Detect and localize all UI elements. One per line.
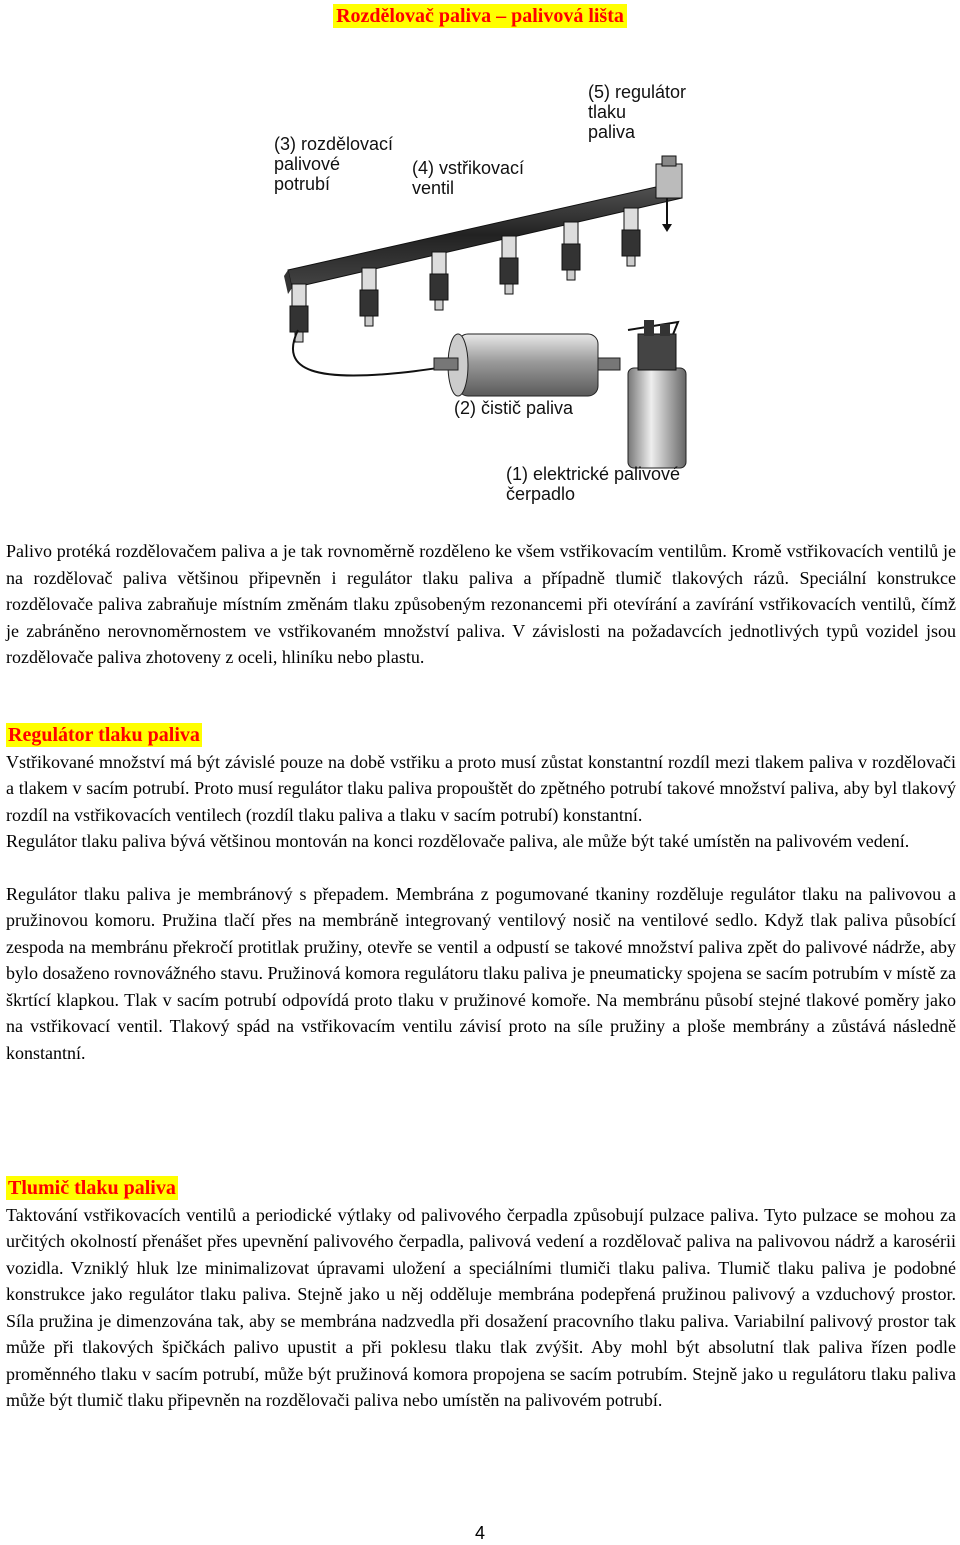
damper-section <box>6 1175 956 1414</box>
filter-label: (2) čistič paliva <box>454 398 574 418</box>
intro-section <box>6 538 956 671</box>
fuel-pump <box>628 320 686 468</box>
intro-paragraph: Palivo protéká rozdělovačem paliva a je tak rovnoměrně rozděleno ke všem vstřikovacím ventilům. Kromě vstřikovacích ventilů je na rozdělovač paliva většinou připevněn i regulátor tlaku paliva a případně tlumič tlakových rázů. Speciální konstrukce rozdělovače paliva zabraňuje místním změnám tlaku způsobeným rezonancemi při otevírání a zavírání vstřikovacích ventilů, čímž je zabráněno nerovnoměrnostem ve vstřikovaném množství paliva. V závislosti na požadavcích jednotlivých typů vozidel jsou rozdělovače paliva zhotoveny z oceli, hliníku nebo plastu. <box>6 541 956 667</box>
regulator-paragraph-2: Regulátor tlaku paliva bývá většinou montován na konci rozdělovače paliva, ale může být také umístěn na palivovém vedení. <box>6 831 910 851</box>
page-title <box>0 5 960 28</box>
page-title-text: Rozdělovač paliva – palivová lišta <box>333 4 627 28</box>
pump-label: (1) elektrické palivové čerpadlo <box>506 464 681 504</box>
regulator-section <box>6 722 956 1066</box>
fuel-rail-label: (3) rozdělovací palivové potrubí <box>274 134 394 194</box>
page-number: 4 <box>474 1523 485 1543</box>
fuel-filter <box>434 334 620 396</box>
injector-label: (4) vstřikovací ventil <box>412 158 525 198</box>
fuel-system-figure <box>258 72 718 522</box>
damper-paragraph: Taktování vstřikovacích ventilů a periodické výtlaky od palivového čerpadla způsobují pulzace paliva. Tyto pulzace se mohou za určitých okolností přenášet přes upevnění palivového čerpadla, palivová vedení a rozdělovač paliva na palivovou nádrž a karosérii vozidla. Vzniklý hluk lze minimalizovat úpravami uložení a speciálními tlumiči tlaku paliva. Tlumič tlaku paliva je podobné konstrukce jako regulátor tlaku paliva. Stejně jako u něj odděluje membrána podepřená pružinou palivový a vzduchový prostor. Síla pružina je dimenzována tak, aby se membrána nadzvedla při dosažení pracovního tlaku paliva. Variabilní palivový prostor tak může při tlakových špičkách palivo upustit a při poklesu tlaku tlak zvýšit. Aby mohl být absolutní tlak paliva řízen podle proměnného tlaku v sacím potrubí, může být pružinová komora propojena se sacím potrubím. Stejně jako u regulátoru tlaku paliva může být tlumič tlaku připevněn na rozdělovači paliva nebo umístěn na palivovém potrubí. <box>6 1204 956 1410</box>
regulator-paragraph-3: Regulátor tlaku paliva je membránový s přepadem. Membrána z pogumované tkaniny rozděluje regulátor tlaku na palivovou a pružinovou komoru. Pružina tlačí přes na membráně integrovaný ventilový nosič na ventilové sedlo. Když tlak paliva působící zespoda na membránu překročí protitlak pružiny, otevře se ventil a odpustí se takové množství paliva zpět do palivové nádrže, aby bylo dosaženo rovnovážného stavu. Pružinová komora regulátoru tlaku paliva je pneumaticky spojena se sacím potrubím v místě za škrtící klapkou. Tlak v sacím potrubí odpovídá proto tlaku v pružinové komoře. Na membránu působí stejné tlakové poměry jako na vstřikovací ventil. Tlakový spád na vstřikovacím ventilu závisí proto na síle pružiny a ploše membrány a zůstává následně konstantní. <box>6 883 956 1063</box>
pressure-regulator <box>656 156 682 232</box>
regulator-paragraph-1: Vstřikované množství má být závislé pouze na době vstřiku a proto musí zůstat konstantní rozdíl mezi tlakem paliva v rozdělovači a tlakem v sacím potrubí. Proto musí regulátor tlaku paliva propouštět do zpětného potrubí takové množství paliva, aby byl tlakový rozdíl na vstřikovacích ventilech (rozdíl tlaku paliva a tlaku v sacím potrubí) konstantní. <box>6 751 956 825</box>
regulator-heading: Regulátor tlaku paliva <box>8 724 200 746</box>
damper-heading: Tlumič tlaku paliva <box>8 1177 176 1199</box>
pressure-regulator-label: (5) regulátor tlaku paliva <box>588 82 687 142</box>
